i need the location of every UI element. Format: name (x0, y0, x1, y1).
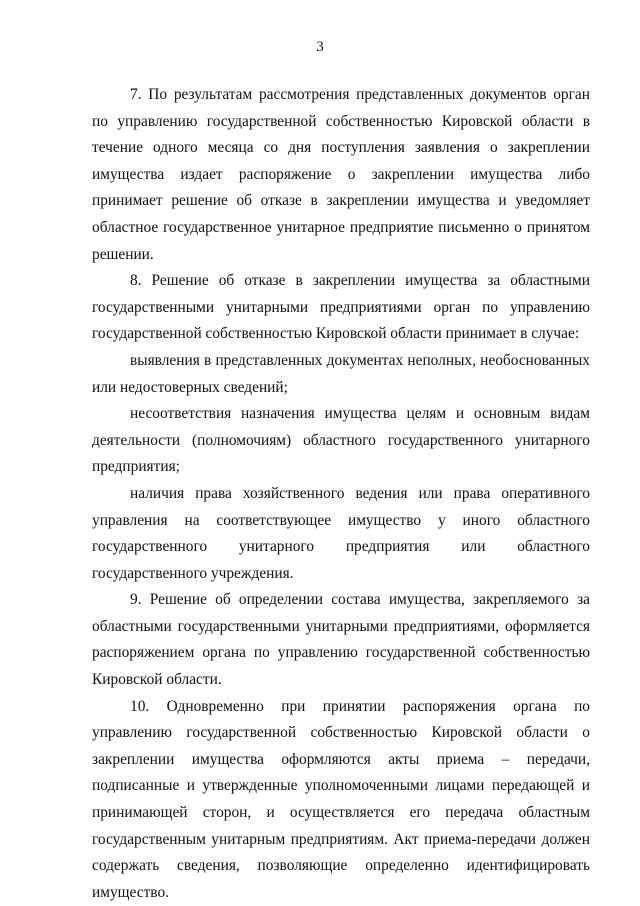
paragraph-8: 8. Решение об отказе в закреплении имущества за областными государственными унитарными предприятиями орган по управлению государственной собственностью Кировской области принимает в случае: (92, 272, 590, 343)
paragraph-8-case-2: несоответствия назначения имущества целям и основным видам деятельности (полномочиям) областного государственного унитарного предприятия; (92, 405, 590, 476)
page-number: 3 (316, 39, 324, 55)
paragraph-8-case-1: выявления в представленных документах неполных, необоснованных или недостоверных сведений; (92, 351, 590, 396)
paragraph-7: 7. По результатам рассмотрения представленных документов орган по управлению государственной собственностью Кировской области в течение одного месяца со дня поступления заявления о закреплении имущества издает распоряжение о закреплении имущества либо принимает решение об отказе в закреплении имущества и уведомляет областное государственное унитарное предприятие письменно о принятом решении. (92, 86, 590, 263)
paragraph-10: 10. Одновременно при принятии распоряжения органа по управлению государственной собственностью Кировской области о закреплении имущества оформляются акты приема – передачи, подписанные и утвержденные уполномоченными лицами передающей и принимающей сторон, и осуществляется его передача областным государственным унитарным предприятиям. Акт приема-передачи должен содержать сведения, позволяющие определенно идентифицировать имущество. (92, 697, 590, 901)
paragraph-9: 9. Решение об определении состава имущества, закрепляемого за областными государственными унитарными предприятиями, оформляется распоряжением органа по управлению государственной собственностью Кировской области. (92, 591, 590, 689)
paragraph-8-case-3: наличия права хозяйственного ведения или права оперативного управления на соответствующее имущество у иного областного государственного унитарного предприятия или областного государственного учреждения. (92, 484, 590, 582)
document-body (92, 82, 590, 906)
